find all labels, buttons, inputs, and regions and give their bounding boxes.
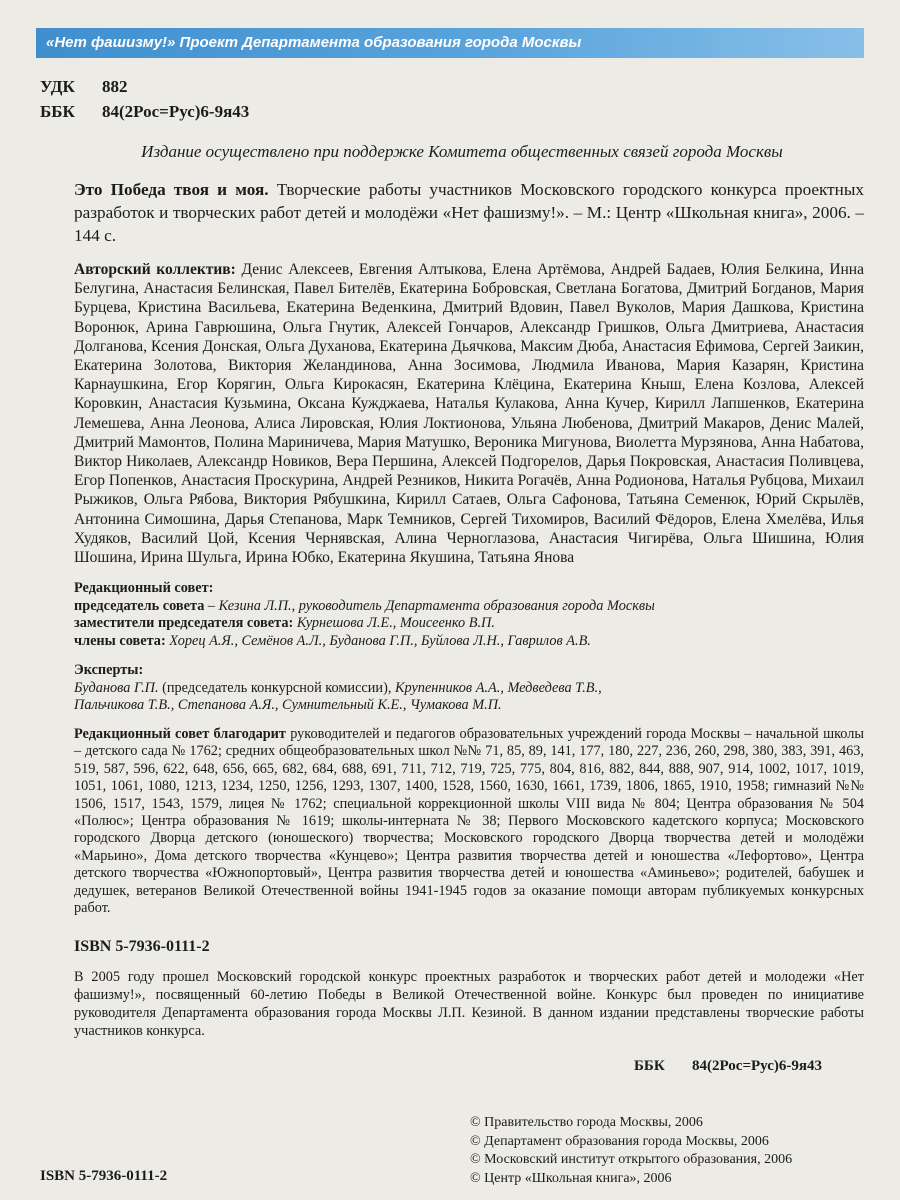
about-text: В 2005 году прошел Московский городской конкурс проектных разработок и творческих работ детей и молодежи «Нет фашизму!», посвященный 60-летию Победы в Великой Отечественной войне. Конкурс был проведен по инициативе руководителя Департамента образования города Москвы Л.П. Кезиной. В данном издании представлены творческие работы участников конкурса. <box>74 969 864 1039</box>
isbn-bottom: ISBN 5-7936-0111-2 <box>40 1168 168 1184</box>
members-value: Хорец А.Я., Семёнов А.Л., Буданова Г.П., Буйлова Л.Н., Гаврилов А.В. <box>165 632 591 649</box>
board-deputies <box>74 615 864 633</box>
editorial-board <box>74 580 864 650</box>
bbk-line <box>40 102 249 122</box>
experts-chair-role: (председатель конкурсной комиссии), <box>158 679 395 696</box>
experts-line-2: Пальчикова Т.В., Степанова А.Я., Сумнительный К.Е., Чумакова М.П. <box>74 697 502 713</box>
udk-value: 882 <box>102 77 128 96</box>
copyright-line: © Московский институт открытого образования, 2006 <box>470 1152 793 1168</box>
thanks-label: Редакционный совет благодарит <box>74 726 286 742</box>
experts-names-1: Крупенников А.А., Медведева Т.В., <box>395 679 602 696</box>
bbk-bottom-label: ББК <box>634 1058 665 1074</box>
title-description: Творческие работы участников Московского городского конкурса проектных разработок и творческих работ детей и молодёжи «Нет фашизму!». – М.: Центр «Школьная книга», 2006. – 144 с. <box>74 180 865 245</box>
copyright-line: © Центр «Школьная книга», 2006 <box>470 1170 672 1186</box>
udk-line <box>40 77 128 97</box>
bibliographic-title <box>74 178 864 247</box>
board-members <box>74 633 864 651</box>
experts-heading: Эксперты: <box>74 662 144 678</box>
chair-value: Кезина Л.П., руководитель Департамента образования города Москвы <box>218 597 655 614</box>
experts-line-1 <box>74 680 864 698</box>
chair-dash: – <box>204 597 219 614</box>
deputies-value: Курнешова Л.Е., Моисеенко В.П. <box>293 615 495 631</box>
copyright-line: © Правительство города Москвы, 2006 <box>470 1115 703 1130</box>
deputies-label: заместители председателя совета: <box>74 615 294 631</box>
bbk-bottom-value: 84(2Рос=Рус)6-9я43 <box>692 1058 822 1074</box>
book-title: Это Победа твоя и моя. <box>74 180 269 199</box>
authors-block <box>74 260 864 567</box>
copyright-line: © Департамент образования города Москвы, 2006 <box>470 1133 769 1149</box>
project-banner: «Нет фашизму!» Проект Департамента образования города Москвы <box>36 28 864 58</box>
bbk-label: ББК <box>40 102 75 121</box>
bbk-value: 84(2Рос=Рус)6-9я43 <box>102 102 250 121</box>
copyright-block <box>470 1114 792 1188</box>
experts-chair: Буданова Г.П. <box>74 679 159 696</box>
chair-label: председатель совета <box>74 597 205 614</box>
acknowledgements <box>74 726 864 917</box>
authors-label: Авторский коллектив: <box>74 261 236 278</box>
authors-list: Денис Алексеев, Евгения Алтыкова, Елена Артёмова, Андрей Бадаев, Юлия Белкина, Инна Белугина, Анастасия Белинская, Павел Бителёв, Екатерина Бобровская, Светлана Богатова, Дмитрий Богданов, Мария Бурцева, Кристина Васильева, Екатерина Веденкина, Дмитрий Вдовин, Павел Вуколов, Мария Дашкова, Кристина Воронюк, Арина Гаврюшина, Ольга Гнутик, Алексей Гончаров, Александр Гришков, Ольга Дмитриева, Анастасия Долганова, Ксения Донская, Ольга Духанова, Екатерина Дьячкова, Максим Дюба, Анастасия Ефимова, Сергей Заикин, Екатерина Золотова, Виктория Желандинова, Анна Зосимова, Людмила Иванова, Мария Казарян, Кристина Карнаушкина, Егор Корягин, Ольга Кирокасян, Екатерина Клёцина, Екатерина Кныш, Елена Козлова, Алексей Коровкин, Анастасия Кузьмина, Оксана Кужджаева, Наталья Кулакова, Анна Кучер, Кирилл Лапшенков, Екатерина Лемешева, Анна Леонова, Алиса Лировская, Юлия Локтионова, Ульяна Любенова, Дмитрий Макаров, Денис Малей, Дмитрий Мамонтов, Полина Мариничева, Мария Матушко, Вероника Мигунова, Виолетта Мурзянова, Анна Набатова, Виктор Николаев, Александр Новиков, Вера Першина, Алексей Подгорелов, Дарья Покровская, Анастасия Поливцева, Егор Попенков, Анастасия Проскурина, Андрей Резников, Никита Рогачёв, Анна Родионова, Наталья Рубцова, Михаил Рыжиков, Ольга Рябова, Виктория Рябушкина, Кирилл Сатаев, Ольга Сафонова, Татьяна Семенюк, Юрий Скрылёв, Антонина Симошина, Дарья Степанова, Марк Темников, Сергей Тихомиров, Василий Фёдоров, Елена Хмелёва, Илья Худяков, Василий Цой, Ксения Чернявская, Алина Черноглазова, Анастасия Чигирёва, Ольга Шишина, Юлия Шошина, Ирина Шульга, Ирина Юбко, Екатерина Якушина, Татьяна Янова <box>74 261 864 567</box>
thanks-text: руководителей и педагогов образовательных учреждений города Москвы – начальной школы – детского сада № 1762; средних общеобразовательных школ №№ 71, 85, 89, 141, 177, 180, 227, 236, 260, 298, 380, 383, 391, 463, 519, 587, 596, 622, 648, 656, 665, 682, 684, 688, 691, 711, 712, 719, 725, 775, 804, 816, 882, 844, 888, 907, 914, 1002, 1017, 1019, 1051, 1061, 1080, 1213, 1234, 1250, 1256, 1293, 1307, 1400, 1528, 1560, 1630, 1661, 1739, 1806, 1865, 1910, 1958; гимназий №№ 1506, 1517, 1543, 1579, лицея № 1762; специальной коррекционной школы VIII вида № 804; Центра образования № 504 «Полюс»; Центра образования № 1619; школы-интерната № 38; Первого Московского кадетского корпуса; Московского городского Дворца детского (юношеского) творчества; Московского городского Дворца творчества детей и молодёжи «Марьино», Дома детского творчества «Кунцево»; Центра развития творчества детей и юношества «Лефортово», Центра детского творчества «Южнопортовый», Центра развития творчества детей и юношества «Аминьево»; родителей, бабушек и дедушек, ветеранов Великой Отечественной войны 1941-1945 годов за оказание помощи авторам публикуемых конкурсных работ. <box>74 726 864 917</box>
support-note: Издание осуществлено при поддержке Комитета общественных связей города Москвы <box>141 142 783 161</box>
members-label: члены совета: <box>74 632 166 649</box>
experts <box>74 662 864 715</box>
isbn: ISBN 5-7936-0111-2 <box>74 938 210 955</box>
udk-label: УДК <box>40 77 75 96</box>
board-chair <box>74 598 864 616</box>
bbk-bottom <box>634 1058 822 1075</box>
board-heading: Редакционный совет: <box>74 580 214 596</box>
